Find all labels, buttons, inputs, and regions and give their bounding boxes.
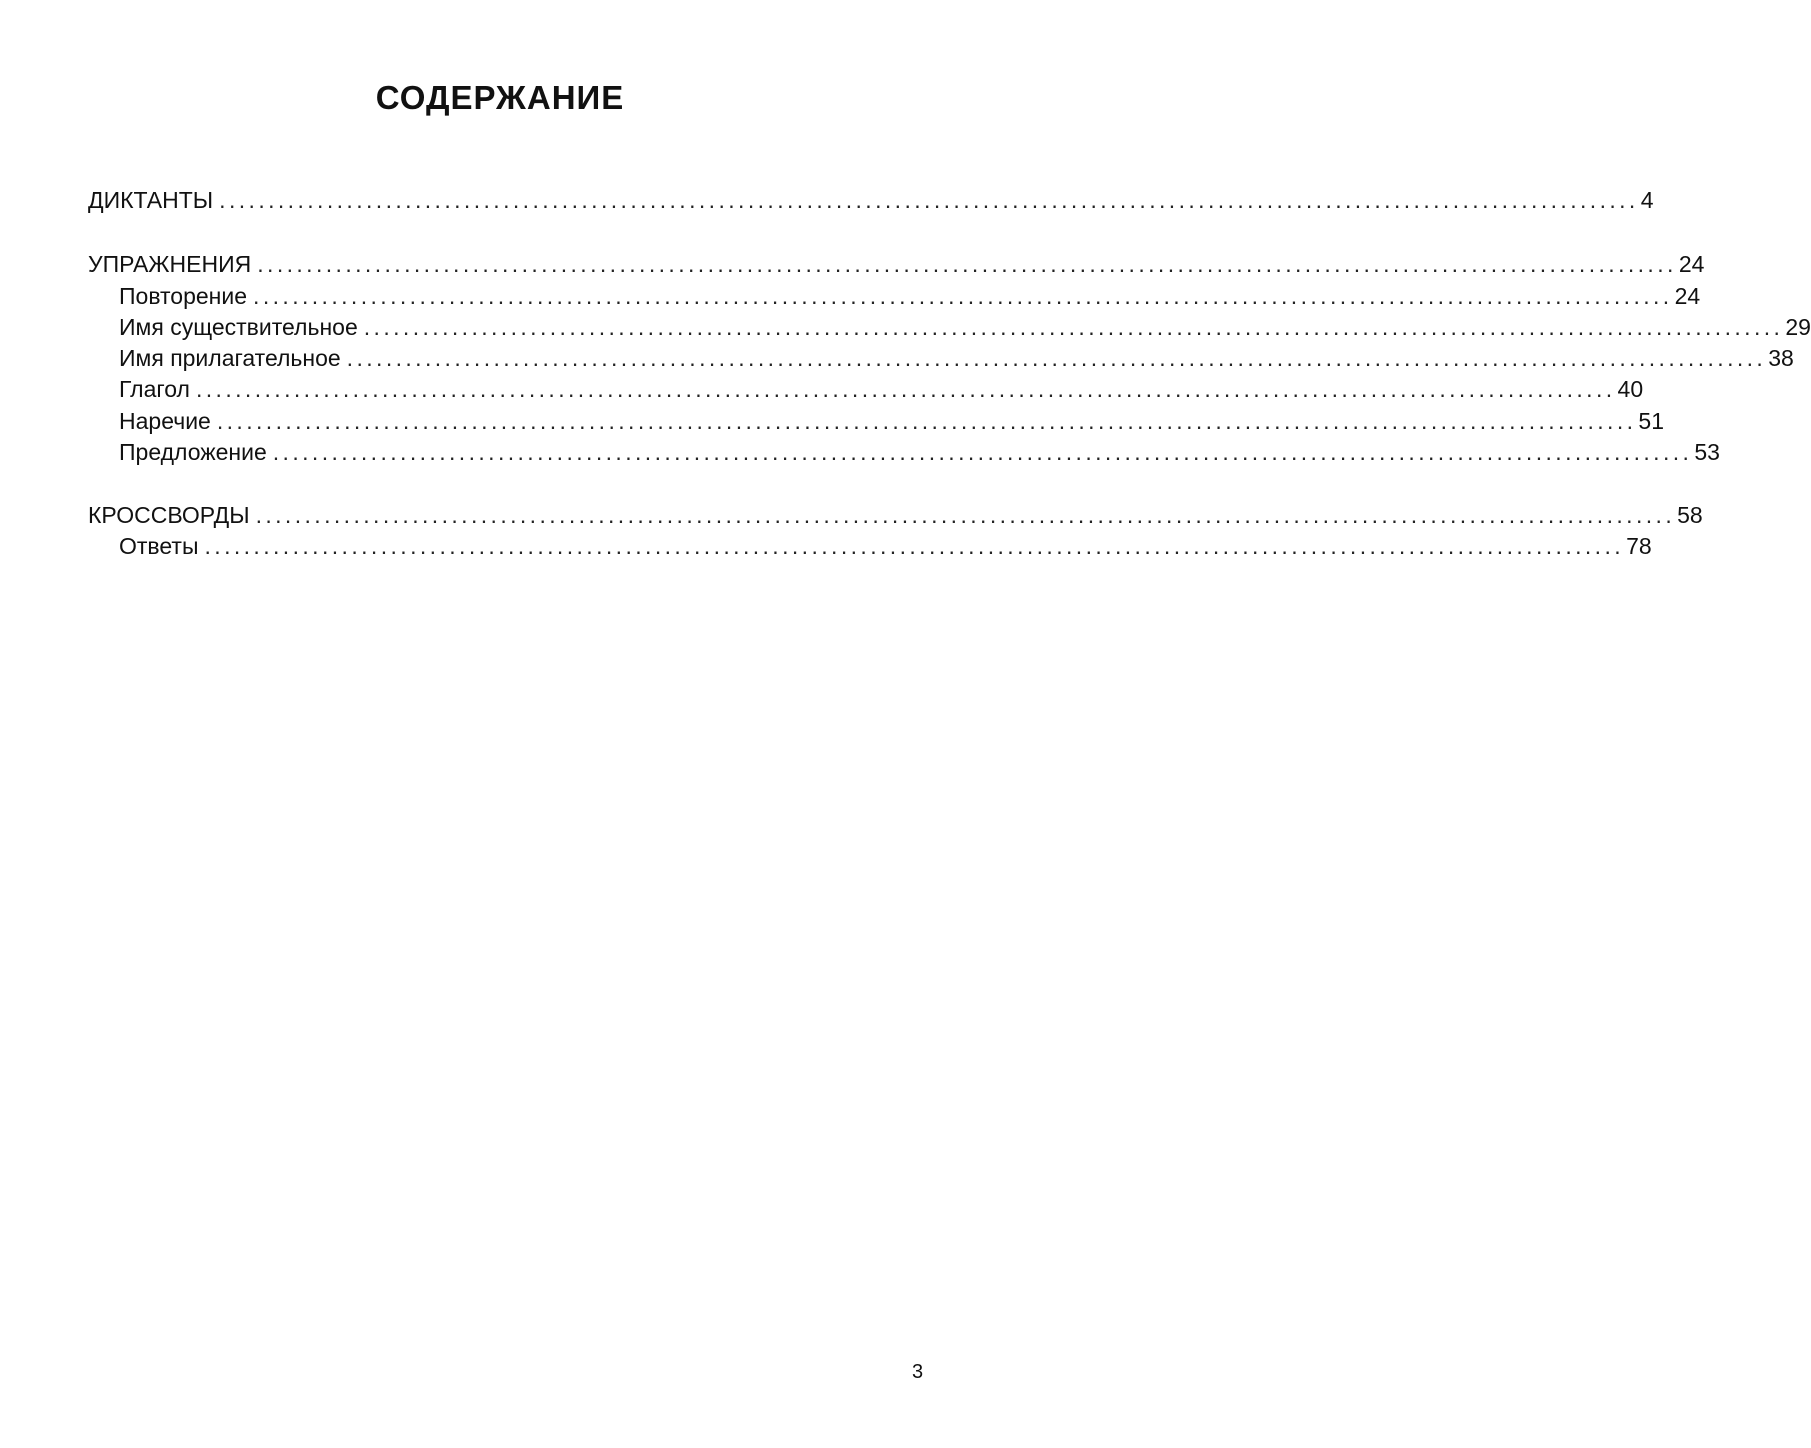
toc-leader-dots: ................................................................................................................................................. (363, 314, 1784, 340)
toc-entry-page: 24 (1678, 251, 1705, 277)
toc-leader-dots: ................................................................................................................................................. (216, 408, 1637, 434)
toc-entry-imya-sushchestvitelnoe (119, 312, 1811, 343)
toc-leader-dots: ................................................................................................................................................. (219, 187, 1639, 213)
toc-entry-krossvordy (88, 500, 1703, 531)
toc-entry-label: Глагол (119, 376, 190, 402)
toc-entry-otvety (119, 531, 1652, 562)
toc-entry-page: 29 (1785, 314, 1811, 340)
toc-entry-narechie (119, 406, 1665, 437)
page-number: 3 (912, 1361, 924, 1383)
toc-entry-page: 78 (1626, 533, 1652, 559)
toc-entry-label: Повторение (119, 283, 248, 309)
toc-entry-predlozhenie (119, 437, 1720, 468)
toc-leader-dots: ................................................................................................................................................. (195, 376, 1616, 402)
toc-entry-label: Имя прилагательное (119, 345, 341, 371)
toc-entry-label: Предложение (119, 439, 267, 465)
toc-entry-label: Имя существительное (119, 314, 358, 340)
toc-leader-dots: ................................................................................................................................................. (272, 439, 1693, 465)
toc-entry-label: УПРАЖНЕНИЯ (88, 251, 252, 277)
toc-entry-page: 4 (1640, 187, 1654, 213)
toc-entry-uprazhneniya (88, 249, 1705, 280)
toc-entry-page: 24 (1674, 283, 1701, 309)
toc-entry-page: 40 (1617, 376, 1644, 402)
toc-leader-dots: ................................................................................................................................................. (346, 345, 1767, 371)
toc-entry-page: 51 (1638, 408, 1665, 434)
page-title: СОДЕРЖАНИЕ (375, 79, 625, 116)
toc-entry-label: КРОССВОРДЫ (88, 502, 250, 528)
toc-leader-dots: ................................................................................................................................................. (255, 502, 1676, 528)
toc-entry-label: Наречие (119, 408, 211, 434)
toc-entry-glagol (119, 374, 1644, 405)
toc-entry-page: 38 (1768, 345, 1794, 371)
toc-entry-page: 58 (1677, 502, 1703, 528)
toc-leader-dots: ................................................................................................................................................. (204, 533, 1625, 559)
toc-entry-label: ДИКТАНТЫ (88, 187, 214, 213)
toc-leader-dots: ................................................................................................................................................. (257, 251, 1677, 277)
toc-entry-label: Ответы (119, 533, 199, 559)
toc-leader-dots: ................................................................................................................................................. (253, 283, 1673, 309)
toc-entry-povtorenie (119, 281, 1701, 312)
toc-entry-page: 53 (1694, 439, 1720, 465)
toc-entry-imya-prilagatelnoe (119, 343, 1794, 374)
toc-entry-diktanty (88, 185, 1654, 216)
